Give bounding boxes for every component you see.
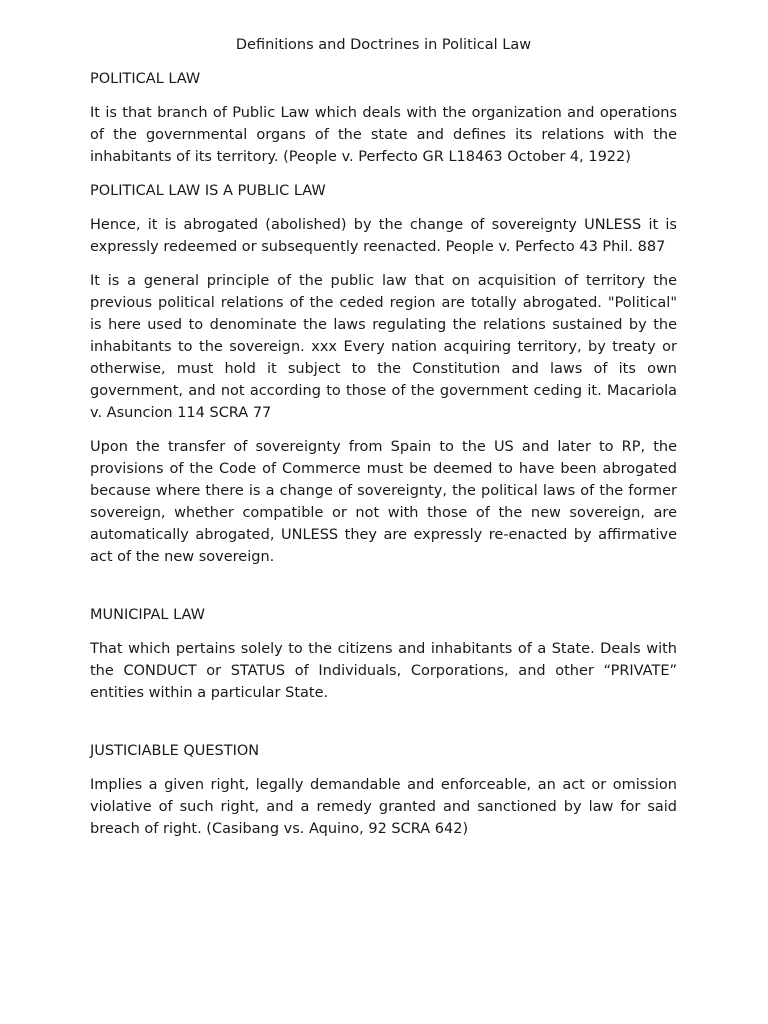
section-heading: JUSTICIABLE QUESTION — [90, 743, 260, 759]
section-municipal-law — [90, 604, 677, 704]
section-paragraph: Hence, it is abrogated (abolished) by the change of sovereignty UNLESS it is expressly redeemed or subsequently reenacted. People v. Perfecto 43 Phil. 887 — [90, 217, 677, 255]
spacer — [90, 716, 677, 740]
section-paragraph: Upon the transfer of sovereignty from Spain to the US and later to RP, the provisions of the Code of Commerce must be deemed to have been abrogated because where there is a change of sovereignty, the political laws of the former sovereign, whether compatible or not with those of the new sovereign, are automatically abrogated, UNLESS they are expressly re-enacted by affirmative act of the new sovereign. — [90, 439, 677, 565]
section-paragraph: Implies a given right, legally demandable and enforceable, an act or omission violative of such right, and a remedy granted and sanctioned by law for said breach of right. (Casibang vs. Aquino, 92 SCRA 642) — [90, 777, 677, 837]
section-paragraph: It is that branch of Public Law which deals with the organization and operations of the governmental organs of the state and defines its relations with the inhabitants of its territory. (People v. Perfecto GR L18463 October 4, 1922) — [90, 105, 677, 165]
document-title: Definitions and Doctrines in Political Law — [235, 37, 532, 53]
section-heading: POLITICAL LAW — [90, 71, 201, 87]
section-justiciable-question — [90, 740, 677, 840]
section-paragraph: It is a general principle of the public law that on acquisition of territory the previous political relations of the ceded region are totally abrogated. "Political" is here used to denominate the laws regulating the relations sustained by the inhabitants to the sovereign. xxx Every nation acquiring territory, by treaty or otherwise, must hold it subject to the Constitution and laws of its own government, and not according to those of the government ceding it. Macariola v. Asuncion 114 SCRA 77 — [90, 273, 677, 421]
section-paragraph: That which pertains solely to the citizens and inhabitants of a State. Deals with the CONDUCT or STATUS of Individuals, Corporations, and other “PRIVATE” entities within a particular State. — [90, 641, 677, 701]
section-heading: POLITICAL LAW IS A PUBLIC LAW — [90, 183, 326, 199]
spacer — [90, 580, 677, 604]
document-page — [90, 34, 677, 852]
section-heading: MUNICIPAL LAW — [90, 607, 205, 623]
section-political-law — [90, 68, 677, 168]
section-political-law-public — [90, 180, 677, 568]
